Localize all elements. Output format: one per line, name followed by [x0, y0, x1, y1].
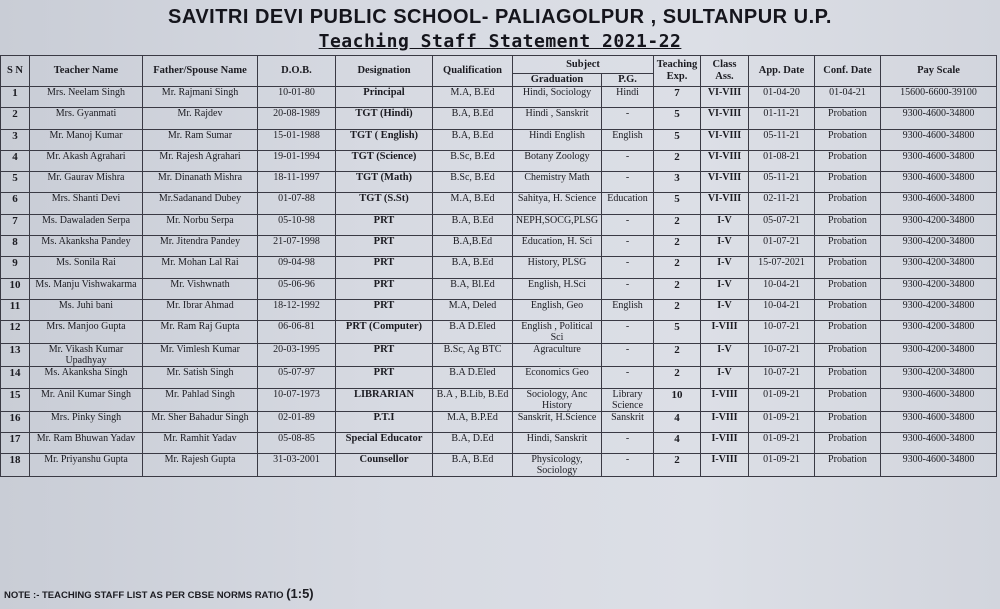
cell-class-ass: VI-VIII: [701, 172, 749, 193]
cell-father-name: Mr. Vishwnath: [143, 278, 258, 299]
cell-pg: -: [602, 432, 654, 453]
cell-father-name: Mr. Rajesh Agrahari: [143, 150, 258, 171]
cell-teacher-name: Mr. Manoj Kumar: [30, 129, 143, 150]
cell-graduation: Chemistry Math: [513, 172, 602, 193]
cell-class-ass: I-V: [701, 278, 749, 299]
cell-pg: Education: [602, 193, 654, 214]
cell-pay-scale: 9300-4200-34800: [881, 257, 997, 278]
cell-teacher-name: Ms. Sonila Rai: [30, 257, 143, 278]
cell-pg: -: [602, 108, 654, 129]
cell-teaching-exp: 2: [654, 299, 701, 320]
cell-pg: -: [602, 278, 654, 299]
cell-pay-scale: 15600-6600-39100: [881, 87, 997, 108]
cell-pg: Library Science: [602, 388, 654, 411]
cell-sn: 17: [1, 432, 30, 453]
cell-sn: 2: [1, 108, 30, 129]
cell-designation: Special Educator: [336, 432, 433, 453]
cell-pg: -: [602, 367, 654, 388]
header-class-ass: Class Ass.: [701, 56, 749, 87]
cell-teacher-name: Mrs. Shanti Devi: [30, 193, 143, 214]
cell-father-name: Mr. Rajesh Gupta: [143, 454, 258, 477]
cell-sn: 4: [1, 150, 30, 171]
cell-app-date: 01-11-21: [749, 108, 815, 129]
cell-qualification: B.A, B.Ed: [433, 257, 513, 278]
cell-teaching-exp: 3: [654, 172, 701, 193]
cell-pay-scale: 9300-4600-34800: [881, 432, 997, 453]
school-title: SAVITRI DEVI PUBLIC SCHOOL- PALIAGOLPUR , SULTANPUR U.P.: [168, 6, 832, 28]
cell-graduation: Hindi , Sanskrit: [513, 108, 602, 129]
cell-graduation: Economics Geo: [513, 367, 602, 388]
cell-father-name: Mr. Pahlad Singh: [143, 388, 258, 411]
cell-teaching-exp: 10: [654, 388, 701, 411]
cell-teaching-exp: 7: [654, 87, 701, 108]
cell-graduation: History, PLSG: [513, 257, 602, 278]
cell-class-ass: I-VIII: [701, 432, 749, 453]
cell-pg: -: [602, 214, 654, 235]
cell-designation: LIBRARIAN: [336, 388, 433, 411]
cell-designation: PRT: [336, 236, 433, 257]
cell-class-ass: I-VIII: [701, 454, 749, 477]
cell-app-date: 01-09-21: [749, 411, 815, 432]
cell-pg: English: [602, 299, 654, 320]
header-pg: P.G.: [602, 74, 654, 87]
cell-app-date: 01-09-21: [749, 454, 815, 477]
cell-pay-scale: 9300-4600-34800: [881, 454, 997, 477]
header-pay-scale: Pay Scale: [881, 56, 997, 87]
cell-father-name: Mr. Dinanath Mishra: [143, 172, 258, 193]
table-row: [1, 411, 997, 432]
cell-dob: 06-06-81: [258, 321, 336, 344]
cell-conf-date: 01-04-21: [815, 87, 881, 108]
table-row: [1, 87, 997, 108]
cell-sn: 11: [1, 299, 30, 320]
cell-conf-date: Probation: [815, 411, 881, 432]
table-row: [1, 193, 997, 214]
cell-teaching-exp: 5: [654, 108, 701, 129]
cell-dob: 18-12-1992: [258, 299, 336, 320]
cell-conf-date: Probation: [815, 214, 881, 235]
cell-class-ass: VI-VIII: [701, 193, 749, 214]
cell-teacher-name: Mrs. Manjoo Gupta: [30, 321, 143, 344]
cell-dob: 05-08-85: [258, 432, 336, 453]
cell-pg: -: [602, 150, 654, 171]
cell-app-date: 10-07-21: [749, 367, 815, 388]
table-row: [1, 108, 997, 129]
cell-dob: 05-07-97: [258, 367, 336, 388]
statement-subtitle: [0, 31, 1000, 52]
header-qualification: Qualification: [433, 56, 513, 87]
cell-pg: Sanskrit: [602, 411, 654, 432]
cell-teaching-exp: 2: [654, 278, 701, 299]
cell-designation: PRT: [336, 214, 433, 235]
cell-teacher-name: Mr. Priyanshu Gupta: [30, 454, 143, 477]
cell-graduation: Sociology, Anc History: [513, 388, 602, 411]
cell-designation: PRT: [336, 299, 433, 320]
cell-pg: -: [602, 257, 654, 278]
cell-class-ass: I-VIII: [701, 411, 749, 432]
cell-teaching-exp: 2: [654, 454, 701, 477]
cell-father-name: Mr. Rajmani Singh: [143, 87, 258, 108]
cell-qualification: B.A D.Eled: [433, 321, 513, 344]
cell-conf-date: Probation: [815, 321, 881, 344]
cell-class-ass: I-V: [701, 257, 749, 278]
cell-pay-scale: 9300-4600-34800: [881, 411, 997, 432]
cell-teacher-name: Mr. Anil Kumar Singh: [30, 388, 143, 411]
cell-teacher-name: Mr. Gaurav Mishra: [30, 172, 143, 193]
cell-sn: 12: [1, 321, 30, 344]
cell-teacher-name: Ms. Juhi bani: [30, 299, 143, 320]
cell-graduation: Education, H. Sci: [513, 236, 602, 257]
cell-dob: 10-07-1973: [258, 388, 336, 411]
table-row: [1, 214, 997, 235]
staff-table-body: [1, 87, 997, 477]
header-father-spouse: Father/Spouse Name: [143, 56, 258, 87]
cell-class-ass: VI-VIII: [701, 129, 749, 150]
cell-sn: 3: [1, 129, 30, 150]
cell-graduation: Hindi, Sanskrit: [513, 432, 602, 453]
cell-designation: TGT (Math): [336, 172, 433, 193]
cell-teaching-exp: 5: [654, 129, 701, 150]
cell-app-date: 01-09-21: [749, 388, 815, 411]
cell-designation: PRT (Computer): [336, 321, 433, 344]
cell-designation: Principal: [336, 87, 433, 108]
cell-app-date: 05-11-21: [749, 129, 815, 150]
cell-teaching-exp: 5: [654, 193, 701, 214]
cell-conf-date: Probation: [815, 432, 881, 453]
cell-conf-date: Probation: [815, 108, 881, 129]
header-subject: Subject: [513, 56, 654, 74]
cell-pay-scale: 9300-4600-34800: [881, 193, 997, 214]
cell-teaching-exp: 2: [654, 257, 701, 278]
cell-graduation: Botany Zoology: [513, 150, 602, 171]
table-row: [1, 299, 997, 320]
cell-pg: -: [602, 236, 654, 257]
cell-dob: 19-01-1994: [258, 150, 336, 171]
cell-designation: PRT: [336, 257, 433, 278]
cell-dob: 02-01-89: [258, 411, 336, 432]
note-ratio: (1:5): [286, 586, 314, 601]
cell-designation: Counsellor: [336, 454, 433, 477]
cell-class-ass: I-V: [701, 367, 749, 388]
cell-father-name: Mr. Ramhit Yadav: [143, 432, 258, 453]
header-teaching-exp: Teaching Exp.: [654, 56, 701, 87]
cell-teaching-exp: 4: [654, 432, 701, 453]
cell-father-name: Mr. Ibrar Ahmad: [143, 299, 258, 320]
cell-teaching-exp: 2: [654, 236, 701, 257]
cell-teaching-exp: 4: [654, 411, 701, 432]
cell-dob: 18-11-1997: [258, 172, 336, 193]
cell-designation: PRT: [336, 367, 433, 388]
cell-app-date: 10-07-21: [749, 344, 815, 367]
cell-class-ass: VI-VIII: [701, 108, 749, 129]
cell-sn: 14: [1, 367, 30, 388]
cell-conf-date: Probation: [815, 344, 881, 367]
header-conf-date: Conf. Date: [815, 56, 881, 87]
cell-conf-date: Probation: [815, 129, 881, 150]
cell-dob: 20-03-1995: [258, 344, 336, 367]
cell-qualification: B.A, D.Ed: [433, 432, 513, 453]
cell-app-date: 01-04-20: [749, 87, 815, 108]
table-row: [1, 236, 997, 257]
cell-teacher-name: Ms. Akanksha Singh: [30, 367, 143, 388]
cell-sn: 7: [1, 214, 30, 235]
cell-qualification: B.A, B.Ed: [433, 454, 513, 477]
cell-designation: TGT (Hindi): [336, 108, 433, 129]
cell-teacher-name: Mrs. Pinky Singh: [30, 411, 143, 432]
cell-conf-date: Probation: [815, 454, 881, 477]
footer-note: [4, 586, 314, 601]
cell-teaching-exp: 5: [654, 321, 701, 344]
cell-app-date: 15-07-2021: [749, 257, 815, 278]
cell-sn: 9: [1, 257, 30, 278]
table-row: [1, 257, 997, 278]
cell-sn: 6: [1, 193, 30, 214]
cell-dob: 10-01-80: [258, 87, 336, 108]
cell-father-name: Mr. Jitendra Pandey: [143, 236, 258, 257]
cell-graduation: English , Political Sci: [513, 321, 602, 344]
cell-father-name: Mr. Sher Bahadur Singh: [143, 411, 258, 432]
cell-qualification: B.A,B.Ed: [433, 236, 513, 257]
cell-graduation: Hindi, Sociology: [513, 87, 602, 108]
cell-designation: TGT (S.St): [336, 193, 433, 214]
cell-conf-date: Probation: [815, 388, 881, 411]
cell-pay-scale: 9300-4600-34800: [881, 172, 997, 193]
cell-pay-scale: 9300-4200-34800: [881, 344, 997, 367]
cell-father-name: Mr. Ram Sumar: [143, 129, 258, 150]
table-row: [1, 388, 997, 411]
statement-subtitle-text: Teaching Staff Statement 2021-22: [318, 31, 682, 52]
cell-designation: TGT ( English): [336, 129, 433, 150]
cell-class-ass: I-VIII: [701, 321, 749, 344]
cell-app-date: 10-07-21: [749, 321, 815, 344]
table-row: [1, 278, 997, 299]
cell-app-date: 01-07-21: [749, 236, 815, 257]
cell-teaching-exp: 2: [654, 150, 701, 171]
cell-sn: 5: [1, 172, 30, 193]
cell-father-name: Mr. Satish Singh: [143, 367, 258, 388]
cell-class-ass: I-VIII: [701, 388, 749, 411]
table-row: [1, 367, 997, 388]
cell-dob: 15-01-1988: [258, 129, 336, 150]
cell-conf-date: Probation: [815, 150, 881, 171]
cell-app-date: 10-04-21: [749, 299, 815, 320]
cell-teacher-name: Mrs. Neelam Singh: [30, 87, 143, 108]
cell-designation: PRT: [336, 278, 433, 299]
table-row: [1, 432, 997, 453]
cell-qualification: B.A D.Eled: [433, 367, 513, 388]
cell-pg: -: [602, 172, 654, 193]
cell-pg: -: [602, 454, 654, 477]
cell-qualification: B.A, B.Ed: [433, 214, 513, 235]
cell-conf-date: Probation: [815, 193, 881, 214]
cell-app-date: 02-11-21: [749, 193, 815, 214]
table-row: [1, 172, 997, 193]
cell-qualification: B.A, B.Ed: [433, 108, 513, 129]
cell-teacher-name: Mrs. Gyanmati: [30, 108, 143, 129]
cell-conf-date: Probation: [815, 236, 881, 257]
cell-qualification: M.A, Deled: [433, 299, 513, 320]
cell-conf-date: Probation: [815, 367, 881, 388]
cell-pay-scale: 9300-4200-34800: [881, 236, 997, 257]
cell-class-ass: I-V: [701, 236, 749, 257]
cell-teacher-name: Ms. Manju Vishwakarma: [30, 278, 143, 299]
cell-father-name: Mr. Norbu Serpa: [143, 214, 258, 235]
cell-pay-scale: 9300-4200-34800: [881, 278, 997, 299]
cell-qualification: B.Sc, B.Ed: [433, 150, 513, 171]
cell-graduation: Agraculture: [513, 344, 602, 367]
cell-teacher-name: Mr. Ram Bhuwan Yadav: [30, 432, 143, 453]
cell-app-date: 05-07-21: [749, 214, 815, 235]
cell-qualification: M.A, B.Ed: [433, 193, 513, 214]
cell-graduation: Physicology, Sociology: [513, 454, 602, 477]
cell-designation: PRT: [336, 344, 433, 367]
cell-father-name: Mr.Sadanand Dubey: [143, 193, 258, 214]
cell-class-ass: I-V: [701, 299, 749, 320]
cell-teaching-exp: 2: [654, 367, 701, 388]
cell-father-name: Mr. Mohan Lal Rai: [143, 257, 258, 278]
cell-father-name: Mr. Vimlesh Kumar: [143, 344, 258, 367]
cell-teacher-name: Ms. Dawaladen Serpa: [30, 214, 143, 235]
cell-graduation: Sahitya, H. Science: [513, 193, 602, 214]
cell-conf-date: Probation: [815, 257, 881, 278]
cell-graduation: NEPH,SOCG,PLSG: [513, 214, 602, 235]
table-row: [1, 150, 997, 171]
header-teacher-name: Teacher Name: [30, 56, 143, 87]
cell-class-ass: VI-VIII: [701, 150, 749, 171]
header-dob: D.O.B.: [258, 56, 336, 87]
header-graduation: Graduation: [513, 74, 602, 87]
cell-dob: 01-07-88: [258, 193, 336, 214]
cell-father-name: Mr. Rajdev: [143, 108, 258, 129]
cell-sn: 13: [1, 344, 30, 367]
cell-teaching-exp: 2: [654, 214, 701, 235]
cell-sn: 16: [1, 411, 30, 432]
cell-pay-scale: 9300-4600-34800: [881, 129, 997, 150]
cell-dob: 20-08-1989: [258, 108, 336, 129]
cell-pay-scale: 9300-4200-34800: [881, 299, 997, 320]
header-sn: S N: [1, 56, 30, 87]
cell-qualification: B.A , B.Lib, B.Ed: [433, 388, 513, 411]
cell-pg: English: [602, 129, 654, 150]
cell-qualification: M.A, B.Ed: [433, 87, 513, 108]
cell-graduation: Sanskrit, H.Science: [513, 411, 602, 432]
table-row: [1, 344, 997, 367]
header-app-date: App. Date: [749, 56, 815, 87]
cell-class-ass: VI-VIII: [701, 87, 749, 108]
cell-sn: 10: [1, 278, 30, 299]
table-row: [1, 129, 997, 150]
cell-app-date: 01-08-21: [749, 150, 815, 171]
cell-pay-scale: 9300-4600-34800: [881, 108, 997, 129]
cell-graduation: Hindi English: [513, 129, 602, 150]
cell-pay-scale: 9300-4200-34800: [881, 321, 997, 344]
cell-conf-date: Probation: [815, 299, 881, 320]
note-text: NOTE :- TEACHING STAFF LIST AS PER CBSE NORMS RATIO: [4, 590, 284, 601]
cell-teaching-exp: 2: [654, 344, 701, 367]
cell-qualification: B.A, Bl.Ed: [433, 278, 513, 299]
header-row: [1, 56, 997, 74]
cell-pg: -: [602, 344, 654, 367]
cell-class-ass: I-V: [701, 344, 749, 367]
cell-father-name: Mr. Ram Raj Gupta: [143, 321, 258, 344]
cell-dob: 21-07-1998: [258, 236, 336, 257]
cell-graduation: English, H.Sci: [513, 278, 602, 299]
table-row: [1, 321, 997, 344]
cell-sn: 18: [1, 454, 30, 477]
cell-pg: -: [602, 321, 654, 344]
cell-teacher-name: Mr. Vikash Kumar Upadhyay: [30, 344, 143, 367]
cell-graduation: English, Geo: [513, 299, 602, 320]
cell-conf-date: Probation: [815, 278, 881, 299]
table-row: [1, 454, 997, 477]
cell-app-date: 05-11-21: [749, 172, 815, 193]
cell-app-date: 01-09-21: [749, 432, 815, 453]
cell-teacher-name: Ms. Akanksha Pandey: [30, 236, 143, 257]
cell-app-date: 10-04-21: [749, 278, 815, 299]
cell-dob: 05-06-96: [258, 278, 336, 299]
cell-pay-scale: 9300-4600-34800: [881, 388, 997, 411]
cell-pay-scale: 9300-4600-34800: [881, 150, 997, 171]
cell-class-ass: I-V: [701, 214, 749, 235]
cell-qualification: B.A, B.Ed: [433, 129, 513, 150]
cell-dob: 09-04-98: [258, 257, 336, 278]
cell-dob: 05-10-98: [258, 214, 336, 235]
cell-designation: P.T.I: [336, 411, 433, 432]
cell-sn: 8: [1, 236, 30, 257]
cell-sn: 1: [1, 87, 30, 108]
cell-pg: Hindi: [602, 87, 654, 108]
cell-sn: 15: [1, 388, 30, 411]
cell-qualification: B.Sc, B.Ed: [433, 172, 513, 193]
header-designation: Designation: [336, 56, 433, 87]
cell-qualification: M.A, B.P.Ed: [433, 411, 513, 432]
cell-designation: TGT (Science): [336, 150, 433, 171]
cell-qualification: B.Sc, Ag BTC: [433, 344, 513, 367]
cell-dob: 31-03-2001: [258, 454, 336, 477]
cell-conf-date: Probation: [815, 172, 881, 193]
cell-pay-scale: 9300-4200-34800: [881, 367, 997, 388]
cell-pay-scale: 9300-4200-34800: [881, 214, 997, 235]
cell-teacher-name: Mr. Akash Agrahari: [30, 150, 143, 171]
staff-table: [0, 55, 997, 477]
